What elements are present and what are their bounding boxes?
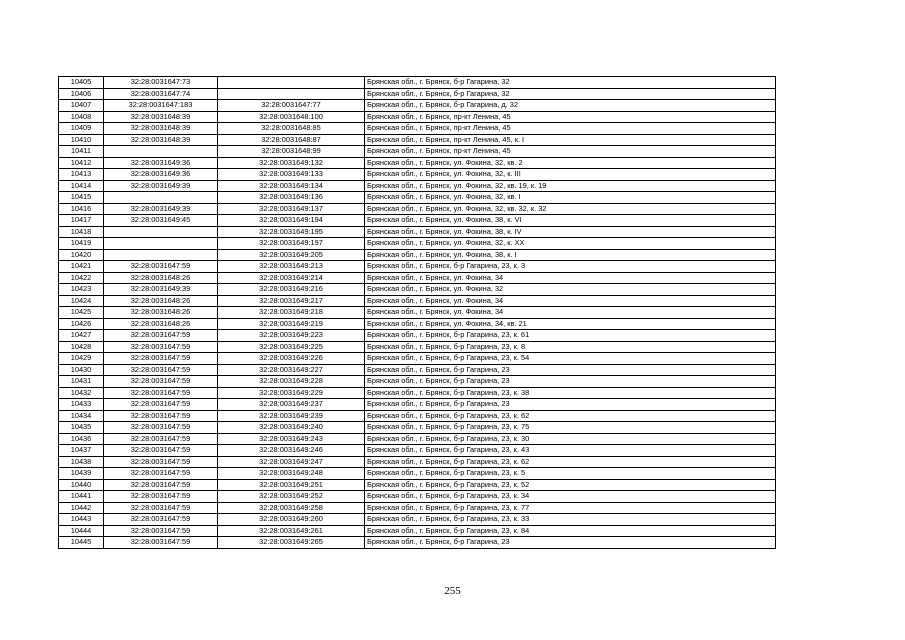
address-cell: Брянская обл., г. Брянск, ул. Фокина, 32 xyxy=(365,284,776,296)
table-row xyxy=(59,180,776,192)
table-row xyxy=(59,88,776,100)
table-row xyxy=(59,456,776,468)
table-row xyxy=(59,353,776,365)
address-cell: Брянская обл., г. Брянск, б-р Гагарина, 23, к. 61 xyxy=(365,330,776,342)
record-number-cell: 10410 xyxy=(59,134,104,146)
parent-cadastral-number-cell: 32:28:0031649:36 xyxy=(104,169,218,181)
table-row xyxy=(59,226,776,238)
cadastral-number-cell: 32:28:0031648:100 xyxy=(218,111,365,123)
address-cell: Брянская обл., г. Брянск, ул. Фокина, 34 xyxy=(365,272,776,284)
table-row xyxy=(59,445,776,457)
cadastral-number-cell: 32:28:0031649:214 xyxy=(218,272,365,284)
parent-cadastral-number-cell: 32:28:0031649:45 xyxy=(104,215,218,227)
cadastral-number-cell: 32:28:0031649:239 xyxy=(218,410,365,422)
parent-cadastral-number-cell: 32:28:0031647:59 xyxy=(104,261,218,273)
parent-cadastral-number-cell: 32:28:0031647:59 xyxy=(104,502,218,514)
table-row xyxy=(59,284,776,296)
parent-cadastral-number-cell: 32:28:0031647:59 xyxy=(104,399,218,411)
record-number-cell: 10431 xyxy=(59,376,104,388)
cadastral-number-cell: 32:28:0031649:195 xyxy=(218,226,365,238)
cadastral-number-cell: 32:28:0031648:99 xyxy=(218,146,365,158)
address-cell: Брянская обл., г. Брянск, б-р Гагарина, 23, к. 62 xyxy=(365,410,776,422)
address-cell: Брянская обл., г. Брянск, ул. Фокина, 34 xyxy=(365,307,776,319)
address-cell: Брянская обл., г. Брянск, б-р Гагарина, 23, к. 8 xyxy=(365,341,776,353)
record-number-cell: 10423 xyxy=(59,284,104,296)
record-number-cell: 10425 xyxy=(59,307,104,319)
parent-cadastral-number-cell: 32:28:0031647:59 xyxy=(104,514,218,526)
table-row xyxy=(59,376,776,388)
table-row xyxy=(59,146,776,158)
address-cell: Брянская обл., г. Брянск, б-р Гагарина, 23, к. 43 xyxy=(365,445,776,457)
table-row xyxy=(59,364,776,376)
parent-cadastral-number-cell: 32:28:0031647:59 xyxy=(104,364,218,376)
address-cell: Брянская обл., г. Брянск, пр-кт Ленина, 45, к. I xyxy=(365,134,776,146)
parent-cadastral-number-cell xyxy=(104,226,218,238)
record-number-cell: 10420 xyxy=(59,249,104,261)
record-number-cell: 10444 xyxy=(59,525,104,537)
parent-cadastral-number-cell: 32:28:0031647:59 xyxy=(104,387,218,399)
record-number-cell: 10422 xyxy=(59,272,104,284)
parent-cadastral-number-cell xyxy=(104,146,218,158)
table-row xyxy=(59,502,776,514)
cadastral-number-cell: 32:28:0031649:213 xyxy=(218,261,365,273)
cadastral-number-cell: 32:28:0031649:237 xyxy=(218,399,365,411)
address-cell: Брянская обл., г. Брянск, б-р Гагарина, 23, к. 62 xyxy=(365,456,776,468)
parent-cadastral-number-cell: 32:28:0031647:59 xyxy=(104,433,218,445)
record-number-cell: 10438 xyxy=(59,456,104,468)
address-cell: Брянская обл., г. Брянск, б-р Гагарина, 23, к. 84 xyxy=(365,525,776,537)
cadastral-number-cell: 32:28:0031649:132 xyxy=(218,157,365,169)
cadastral-number-cell: 32:28:0031649:251 xyxy=(218,479,365,491)
parent-cadastral-number-cell: 32:28:0031647:59 xyxy=(104,410,218,422)
record-number-cell: 10436 xyxy=(59,433,104,445)
registry-table xyxy=(58,76,776,549)
parent-cadastral-number-cell: 32:28:0031647:74 xyxy=(104,88,218,100)
cadastral-number-cell: 32:28:0031649:226 xyxy=(218,353,365,365)
record-number-cell: 10435 xyxy=(59,422,104,434)
table-row xyxy=(59,272,776,284)
record-number-cell: 10406 xyxy=(59,88,104,100)
cadastral-number-cell: 32:28:0031649:229 xyxy=(218,387,365,399)
record-number-cell: 10417 xyxy=(59,215,104,227)
address-cell: Брянская обл., г. Брянск, б-р Гагарина, 23, к. 33 xyxy=(365,514,776,526)
cadastral-number-cell: 32:28:0031649:205 xyxy=(218,249,365,261)
parent-cadastral-number-cell xyxy=(104,249,218,261)
record-number-cell: 10434 xyxy=(59,410,104,422)
cadastral-number-cell: 32:28:0031649:133 xyxy=(218,169,365,181)
table-row xyxy=(59,134,776,146)
table-row xyxy=(59,215,776,227)
table-row xyxy=(59,410,776,422)
parent-cadastral-number-cell: 32:28:0031648:39 xyxy=(104,111,218,123)
page-number: 255 xyxy=(444,585,461,597)
registry-table-body xyxy=(59,77,776,549)
parent-cadastral-number-cell: 32:28:0031647:59 xyxy=(104,479,218,491)
table-row xyxy=(59,479,776,491)
table-row xyxy=(59,238,776,250)
parent-cadastral-number-cell: 32:28:0031648:26 xyxy=(104,307,218,319)
parent-cadastral-number-cell: 32:28:0031648:39 xyxy=(104,123,218,135)
record-number-cell: 10430 xyxy=(59,364,104,376)
parent-cadastral-number-cell: 32:28:0031649:36 xyxy=(104,157,218,169)
record-number-cell: 10439 xyxy=(59,468,104,480)
cadastral-number-cell: 32:28:0031649:240 xyxy=(218,422,365,434)
address-cell: Брянская обл., г. Брянск, ул. Фокина, 32, к. III xyxy=(365,169,776,181)
parent-cadastral-number-cell: 32:28:0031649:39 xyxy=(104,284,218,296)
record-number-cell: 10419 xyxy=(59,238,104,250)
table-row xyxy=(59,341,776,353)
record-number-cell: 10443 xyxy=(59,514,104,526)
table-row xyxy=(59,525,776,537)
parent-cadastral-number-cell: 32:28:0031647:59 xyxy=(104,422,218,434)
address-cell: Брянская обл., г. Брянск, б-р Гагарина, 23 xyxy=(365,376,776,388)
cadastral-number-cell: 32:28:0031649:225 xyxy=(218,341,365,353)
cadastral-number-cell: 32:28:0031649:218 xyxy=(218,307,365,319)
cadastral-number-cell: 32:28:0031649:261 xyxy=(218,525,365,537)
record-number-cell: 10428 xyxy=(59,341,104,353)
table-row xyxy=(59,203,776,215)
table-row xyxy=(59,157,776,169)
address-cell: Брянская обл., г. Брянск, б-р Гагарина, 32 xyxy=(365,77,776,89)
record-number-cell: 10424 xyxy=(59,295,104,307)
address-cell: Брянская обл., г. Брянск, б-р Гагарина, 32 xyxy=(365,88,776,100)
cadastral-number-cell: 32:28:0031649:252 xyxy=(218,491,365,503)
address-cell: Брянская обл., г. Брянск, ул. Фокина, 38, к. IV xyxy=(365,226,776,238)
address-cell: Брянская обл., г. Брянск, ул. Фокина, 34 xyxy=(365,295,776,307)
table-row xyxy=(59,295,776,307)
parent-cadastral-number-cell: 32:28:0031647:59 xyxy=(104,468,218,480)
address-cell: Брянская обл., г. Брянск, б-р Гагарина, 23, к. 30 xyxy=(365,433,776,445)
parent-cadastral-number-cell: 32:28:0031648:39 xyxy=(104,134,218,146)
parent-cadastral-number-cell: 32:28:0031649:39 xyxy=(104,180,218,192)
record-number-cell: 10408 xyxy=(59,111,104,123)
address-cell: Брянская обл., г. Брянск, б-р Гагарина, д. 32 xyxy=(365,100,776,112)
record-number-cell: 10433 xyxy=(59,399,104,411)
cadastral-number-cell: 32:28:0031648:85 xyxy=(218,123,365,135)
address-cell: Брянская обл., г. Брянск, б-р Гагарина, 23, к. 75 xyxy=(365,422,776,434)
table-row xyxy=(59,100,776,112)
table-row xyxy=(59,537,776,549)
record-number-cell: 10441 xyxy=(59,491,104,503)
record-number-cell: 10432 xyxy=(59,387,104,399)
cadastral-number-cell: 32:28:0031649:228 xyxy=(218,376,365,388)
cadastral-number-cell: 32:28:0031649:137 xyxy=(218,203,365,215)
table-row xyxy=(59,318,776,330)
record-number-cell: 10426 xyxy=(59,318,104,330)
cadastral-number-cell: 32:28:0031649:258 xyxy=(218,502,365,514)
table-row xyxy=(59,387,776,399)
parent-cadastral-number-cell xyxy=(104,238,218,250)
address-cell: Брянская обл., г. Брянск, ул. Фокина, 32, к. XX xyxy=(365,238,776,250)
address-cell: Брянская обл., г. Брянск, б-р Гагарина, 23, к. 5 xyxy=(365,468,776,480)
parent-cadastral-number-cell: 32:28:0031647:183 xyxy=(104,100,218,112)
cadastral-number-cell: 32:28:0031649:227 xyxy=(218,364,365,376)
cadastral-number-cell: 32:28:0031649:219 xyxy=(218,318,365,330)
table-row xyxy=(59,307,776,319)
cadastral-number-cell: 32:28:0031649:217 xyxy=(218,295,365,307)
record-number-cell: 10409 xyxy=(59,123,104,135)
address-cell: Брянская обл., г. Брянск, б-р Гагарина, 23, к. 52 xyxy=(365,479,776,491)
record-number-cell: 10414 xyxy=(59,180,104,192)
cadastral-number-cell: 32:28:0031649:260 xyxy=(218,514,365,526)
table-row xyxy=(59,169,776,181)
table-row xyxy=(59,192,776,204)
address-cell: Брянская обл., г. Брянск, б-р Гагарина, 23 xyxy=(365,537,776,549)
address-cell: Брянская обл., г. Брянск, ул. Фокина, 32, кв. 32, к. 32 xyxy=(365,203,776,215)
address-cell: Брянская обл., г. Брянск, б-р Гагарина, 23 xyxy=(365,399,776,411)
table-row xyxy=(59,433,776,445)
address-cell: Брянская обл., г. Брянск, пр-кт Ленина, 45 xyxy=(365,111,776,123)
cadastral-number-cell: 32:28:0031649:197 xyxy=(218,238,365,250)
record-number-cell: 10445 xyxy=(59,537,104,549)
cadastral-number-cell: 32:28:0031647:77 xyxy=(218,100,365,112)
record-number-cell: 10413 xyxy=(59,169,104,181)
parent-cadastral-number-cell: 32:28:0031647:59 xyxy=(104,525,218,537)
record-number-cell: 10412 xyxy=(59,157,104,169)
address-cell: Брянская обл., г. Брянск, ул. Фокина, 32, кв. 19, к. 19 xyxy=(365,180,776,192)
table-row xyxy=(59,491,776,503)
record-number-cell: 10418 xyxy=(59,226,104,238)
table-row xyxy=(59,514,776,526)
cadastral-number-cell xyxy=(218,88,365,100)
cadastral-number-cell: 32:28:0031649:247 xyxy=(218,456,365,468)
cadastral-number-cell: 32:28:0031649:134 xyxy=(218,180,365,192)
table-row xyxy=(59,77,776,89)
table-row xyxy=(59,111,776,123)
table-row xyxy=(59,123,776,135)
cadastral-number-cell: 32:28:0031649:194 xyxy=(218,215,365,227)
parent-cadastral-number-cell: 32:28:0031647:59 xyxy=(104,353,218,365)
parent-cadastral-number-cell: 32:28:0031647:59 xyxy=(104,445,218,457)
table-row xyxy=(59,422,776,434)
table-row xyxy=(59,249,776,261)
parent-cadastral-number-cell: 32:28:0031648:26 xyxy=(104,295,218,307)
parent-cadastral-number-cell: 32:28:0031647:59 xyxy=(104,456,218,468)
table-row xyxy=(59,330,776,342)
cadastral-number-cell: 32:28:0031649:248 xyxy=(218,468,365,480)
record-number-cell: 10429 xyxy=(59,353,104,365)
cadastral-number-cell: 32:28:0031649:216 xyxy=(218,284,365,296)
cadastral-number-cell: 32:28:0031649:136 xyxy=(218,192,365,204)
address-cell: Брянская обл., г. Брянск, пр-кт Ленина, 45 xyxy=(365,146,776,158)
record-number-cell: 10407 xyxy=(59,100,104,112)
parent-cadastral-number-cell: 32:28:0031647:73 xyxy=(104,77,218,89)
record-number-cell: 10437 xyxy=(59,445,104,457)
address-cell: Брянская обл., г. Брянск, б-р Гагарина, 23, к. 3 xyxy=(365,261,776,273)
record-number-cell: 10416 xyxy=(59,203,104,215)
record-number-cell: 10421 xyxy=(59,261,104,273)
record-number-cell: 10442 xyxy=(59,502,104,514)
parent-cadastral-number-cell: 32:28:0031647:59 xyxy=(104,341,218,353)
address-cell: Брянская обл., г. Брянск, ул. Фокина, 32, кв. I xyxy=(365,192,776,204)
cadastral-number-cell: 32:28:0031649:223 xyxy=(218,330,365,342)
parent-cadastral-number-cell xyxy=(104,192,218,204)
cadastral-number-cell xyxy=(218,77,365,89)
table-row xyxy=(59,468,776,480)
address-cell: Брянская обл., г. Брянск, б-р Гагарина, 23, к. 38 xyxy=(365,387,776,399)
record-number-cell: 10405 xyxy=(59,77,104,89)
record-number-cell: 10411 xyxy=(59,146,104,158)
table-row xyxy=(59,399,776,411)
address-cell: Брянская обл., г. Брянск, ул. Фокина, 34, кв. 21 xyxy=(365,318,776,330)
record-number-cell: 10440 xyxy=(59,479,104,491)
address-cell: Брянская обл., г. Брянск, ул. Фокина, 32, кв. 2 xyxy=(365,157,776,169)
record-number-cell: 10427 xyxy=(59,330,104,342)
parent-cadastral-number-cell: 32:28:0031647:59 xyxy=(104,491,218,503)
address-cell: Брянская обл., г. Брянск, б-р Гагарина, 23 xyxy=(365,364,776,376)
parent-cadastral-number-cell: 32:28:0031647:59 xyxy=(104,330,218,342)
parent-cadastral-number-cell: 32:28:0031647:59 xyxy=(104,376,218,388)
parent-cadastral-number-cell: 32:28:0031647:59 xyxy=(104,537,218,549)
table-row xyxy=(59,261,776,273)
cadastral-number-cell: 32:28:0031649:265 xyxy=(218,537,365,549)
address-cell: Брянская обл., г. Брянск, пр-кт Ленина, 45 xyxy=(365,123,776,135)
record-number-cell: 10415 xyxy=(59,192,104,204)
parent-cadastral-number-cell: 32:28:0031648:26 xyxy=(104,272,218,284)
parent-cadastral-number-cell: 32:28:0031649:39 xyxy=(104,203,218,215)
address-cell: Брянская обл., г. Брянск, б-р Гагарина, 23, к. 34 xyxy=(365,491,776,503)
cadastral-number-cell: 32:28:0031649:243 xyxy=(218,433,365,445)
cadastral-number-cell: 32:28:0031648:87 xyxy=(218,134,365,146)
address-cell: Брянская обл., г. Брянск, б-р Гагарина, 23, к. 77 xyxy=(365,502,776,514)
cadastral-number-cell: 32:28:0031649:246 xyxy=(218,445,365,457)
address-cell: Брянская обл., г. Брянск, ул. Фокина, 38, к. I xyxy=(365,249,776,261)
address-cell: Брянская обл., г. Брянск, б-р Гагарина, 23, к. 54 xyxy=(365,353,776,365)
address-cell: Брянская обл., г. Брянск, ул. Фокина, 38, к. VI xyxy=(365,215,776,227)
parent-cadastral-number-cell: 32:28:0031648:26 xyxy=(104,318,218,330)
